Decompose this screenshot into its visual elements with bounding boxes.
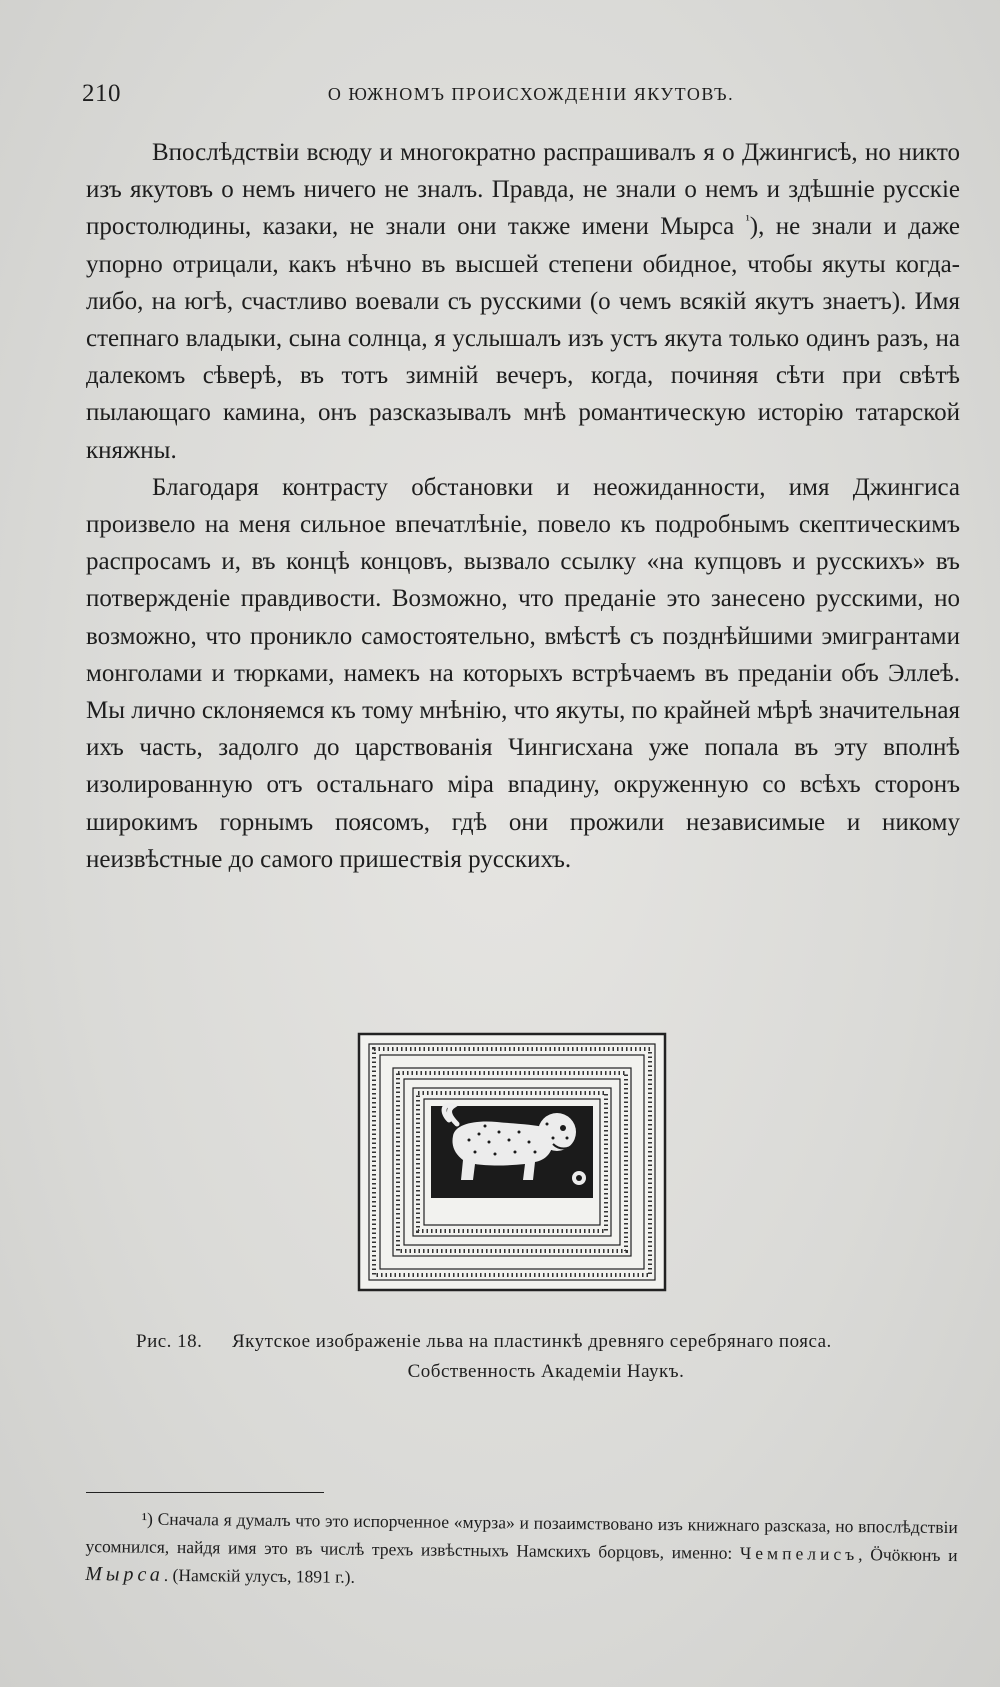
- page-number: 210: [82, 80, 121, 107]
- footnote-text-b: . (Намскій улусъ, 1891 г.).: [163, 1564, 356, 1587]
- paragraph-1-part-a: Впослѣдствіи всюду и многократно распрашивалъ я о Джингисѣ, но никто изъ якутовъ о немъ ничего не зналъ. Правда, не знали о немъ и здѣшніе русскіе простолюдины, казаки, не знали они также имени Мырса: [86, 139, 960, 241]
- footnotes: [85, 1504, 958, 1597]
- caption-text-1: Якутское изображеніе льва на пластинкѣ древняго серебрянаго пояса.: [232, 1331, 832, 1352]
- footnote-marker: ¹): [141, 1508, 154, 1529]
- running-head: О ЮЖНОМЪ ПРОИСХОЖДЕНІИ ЯКУТОВЪ.: [327, 84, 735, 104]
- paragraph-2: Благодаря контрасту обстановки и неожиданности, имя Джингиса произвело на меня сильное впечатлѣніе, повело къ подробнымъ скептическимъ распросамъ и, въ концѣ концовъ, вызвало ссылку «на купцовъ и русскихъ» въ потвержденіе правдивости. Возможно, что преданіе это занесено русскими, но возможно, что проникло самостоятельно, вмѣстѣ съ позднѣйшими эмигрантами монголами и тюрками, намекъ на которыхъ встрѣчаемъ въ преданіи объ Эллеѣ. Мы лично склоняемся къ тому мнѣнію, что якуты, по крайней мѣрѣ значительная ихъ часть, задолго до царствованія Чингисхана уже попала въ эту вполнѣ изолированную отъ остальнаго міра впадину, окруженную со всѣхъ сторонъ широкимъ горнымъ поясомъ, гдѣ они прожили независимые и никому неизвѣстные до самого пришествія русскихъ.: [86, 473, 960, 873]
- footnote-name-3: Мырса: [85, 1562, 164, 1586]
- body-text: [86, 134, 960, 878]
- footnote-divider: [86, 1492, 324, 1493]
- caption-line-2: Собственность Академіи Наукъ.: [407, 1361, 685, 1382]
- figure-label: Рис. 18.: [136, 1331, 203, 1352]
- footnote-text-a: Сначала я думалъ что это испорченное «мурза» и позаимствовано изъ книжнаго разсказа, но впослѣдствіи усомнился, найдя имя это въ числѣ трехъ извѣстныхъ Намскихъ борцовъ, именно:: [85, 1508, 958, 1563]
- footnote-name-1: Чемпелисъ: [739, 1542, 859, 1565]
- footnote-separator-1: ,: [858, 1544, 871, 1565]
- paragraph-1-part-b: ), не знали и даже упорно отрицали, какъ нѣчно въ высшей степени обидное, чтобы якуты когда-либо, на югѣ, счастливо воевали съ русскими (о чемъ всякій якутъ знаетъ). Имя степнаго владыки, сына солнца, я услышалъ изъ устъ якута только одинъ разъ, на далекомъ сѣверѣ, въ тотъ зимній вечеръ, когда, починяя сѣти при свѣтѣ пылающаго камина, онъ разсказывалъ мнѣ романтическую исторію татарской княжны.: [86, 213, 960, 464]
- paragraph-1: [86, 134, 960, 469]
- figure-caption: [136, 1327, 926, 1387]
- footnote-separator-2: и: [940, 1544, 958, 1566]
- footnote-1: [85, 1504, 958, 1597]
- lion-plate-illustration: [357, 1032, 667, 1292]
- footnote-name-2: Öчöкюнъ: [870, 1544, 941, 1565]
- caption-line-1: [136, 1327, 926, 1357]
- page-header: [82, 80, 960, 110]
- figure-lion-plate: [357, 1032, 667, 1292]
- footnote-reference: ¹: [745, 214, 750, 230]
